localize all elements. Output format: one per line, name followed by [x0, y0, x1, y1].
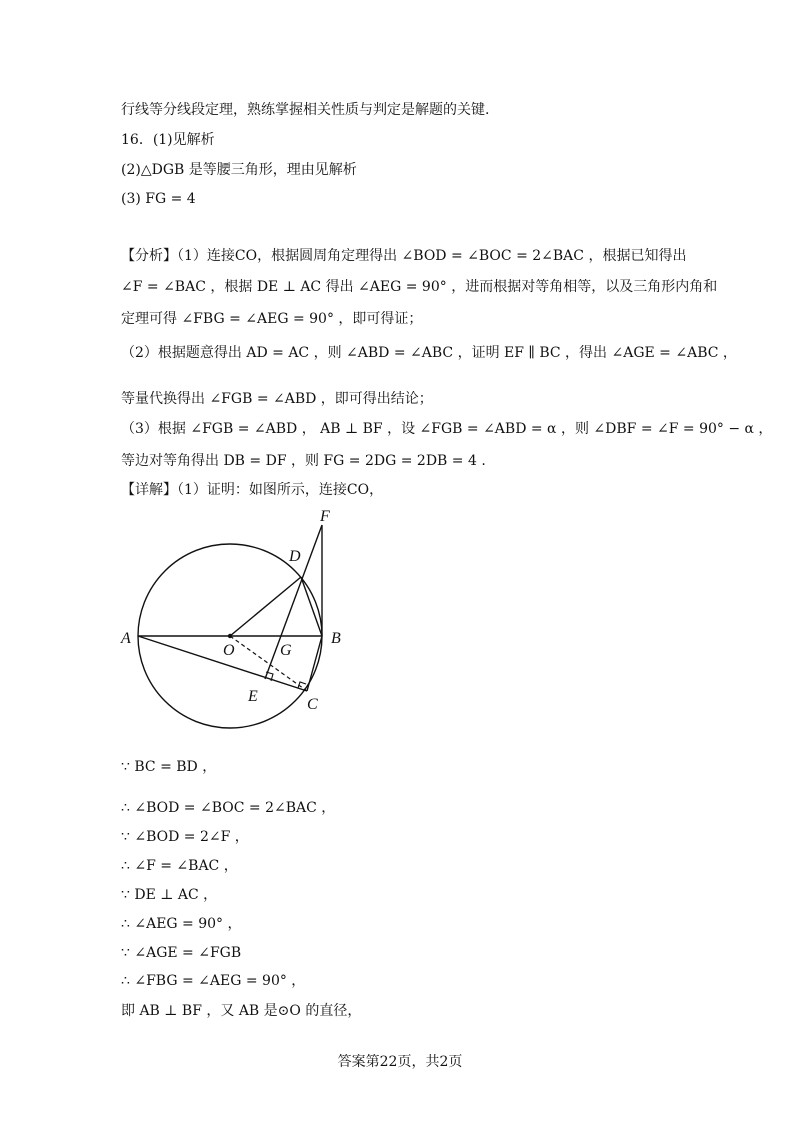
label-d: D: [289, 548, 301, 565]
geometry-figure: [115, 505, 355, 730]
segment-od: [230, 577, 301, 636]
detail-line-1: 【详解】（1）证明：如图所示，连接CO，: [121, 482, 384, 498]
right-angle-c: [298, 682, 306, 688]
proof-step-2: ∴ ∠BOD = ∠BOC = 2∠BAC ，: [121, 800, 336, 816]
analysis-line-6: （3）根据 ∠FGB = ∠ABD ， AB ⊥ BF ，设 ∠FGB = ∠ABD = α ，则 ∠DBF = ∠F = 90° − α ，: [121, 421, 773, 437]
segment-db: [301, 577, 322, 636]
proof-step-4: ∴ ∠F = ∠BAC ，: [121, 858, 238, 874]
proof-step-6: ∴ ∠AEG = 90° ，: [121, 916, 242, 932]
proof-step-8: ∴ ∠FBG = ∠AEG = 90° ，: [121, 973, 306, 989]
proof-step-1: ∵ BC = BD ，: [121, 759, 217, 775]
label-e: E: [248, 688, 258, 705]
text-line-1: 行线等分线段定理，熟练掌握相关性质与判定是解题的关键.: [121, 102, 490, 118]
proof-step-9: 即 AB ⊥ BF ，又 AB 是⊙O 的直径，: [121, 1003, 362, 1019]
label-g: G: [280, 642, 292, 659]
answer-16-3: (3) FG = 4: [121, 191, 196, 207]
analysis-line-3: 定理可得 ∠FBG = ∠AEG = 90° ，即可得证；: [121, 311, 423, 327]
label-f: F: [320, 508, 330, 525]
label-a: A: [121, 630, 131, 647]
analysis-line-1: 【分析】（1）连接CO，根据圆周角定理得出 ∠BOD = ∠BOC = 2∠BAC ，根据已知得出: [121, 248, 687, 264]
proof-step-7: ∵ ∠AGE = ∠FGB: [121, 945, 242, 961]
label-c: C: [307, 696, 318, 713]
analysis-line-7: 等边对等角得出 DB = DF ，则 FG = 2DG = 2DB = 4 .: [121, 453, 486, 469]
segment-bc: [307, 636, 322, 691]
answer-16-2: (2)△DGB 是等腰三角形，理由见解析: [121, 162, 357, 178]
page-footer: 答案第22页，共2页: [337, 1054, 463, 1070]
answer-16-1: 16．(1)见解析: [121, 132, 215, 148]
proof-step-3: ∵ ∠BOD = 2∠F ，: [121, 829, 249, 845]
analysis-line-4: （2）根据题意得出 AD = AC ，则 ∠ABD = ∠ABC ，证明 EF ∥ BC ，得出 ∠AGE = ∠ABC ，: [121, 345, 737, 361]
proof-step-5: ∵ DE ⊥ AC ，: [121, 887, 218, 903]
label-o: O: [223, 642, 235, 659]
analysis-line-5: 等量代换得出 ∠FGB = ∠ABD ，即可得出结论；: [121, 391, 433, 407]
analysis-line-2: ∠F = ∠BAC ，根据 DE ⊥ AC 得出 ∠AEG = 90° ，进而根据对等角相等，以及三角形内角和: [121, 279, 718, 295]
segment-oc-dashed: [230, 636, 307, 691]
label-b: B: [331, 630, 341, 647]
center-dot: [228, 634, 232, 638]
